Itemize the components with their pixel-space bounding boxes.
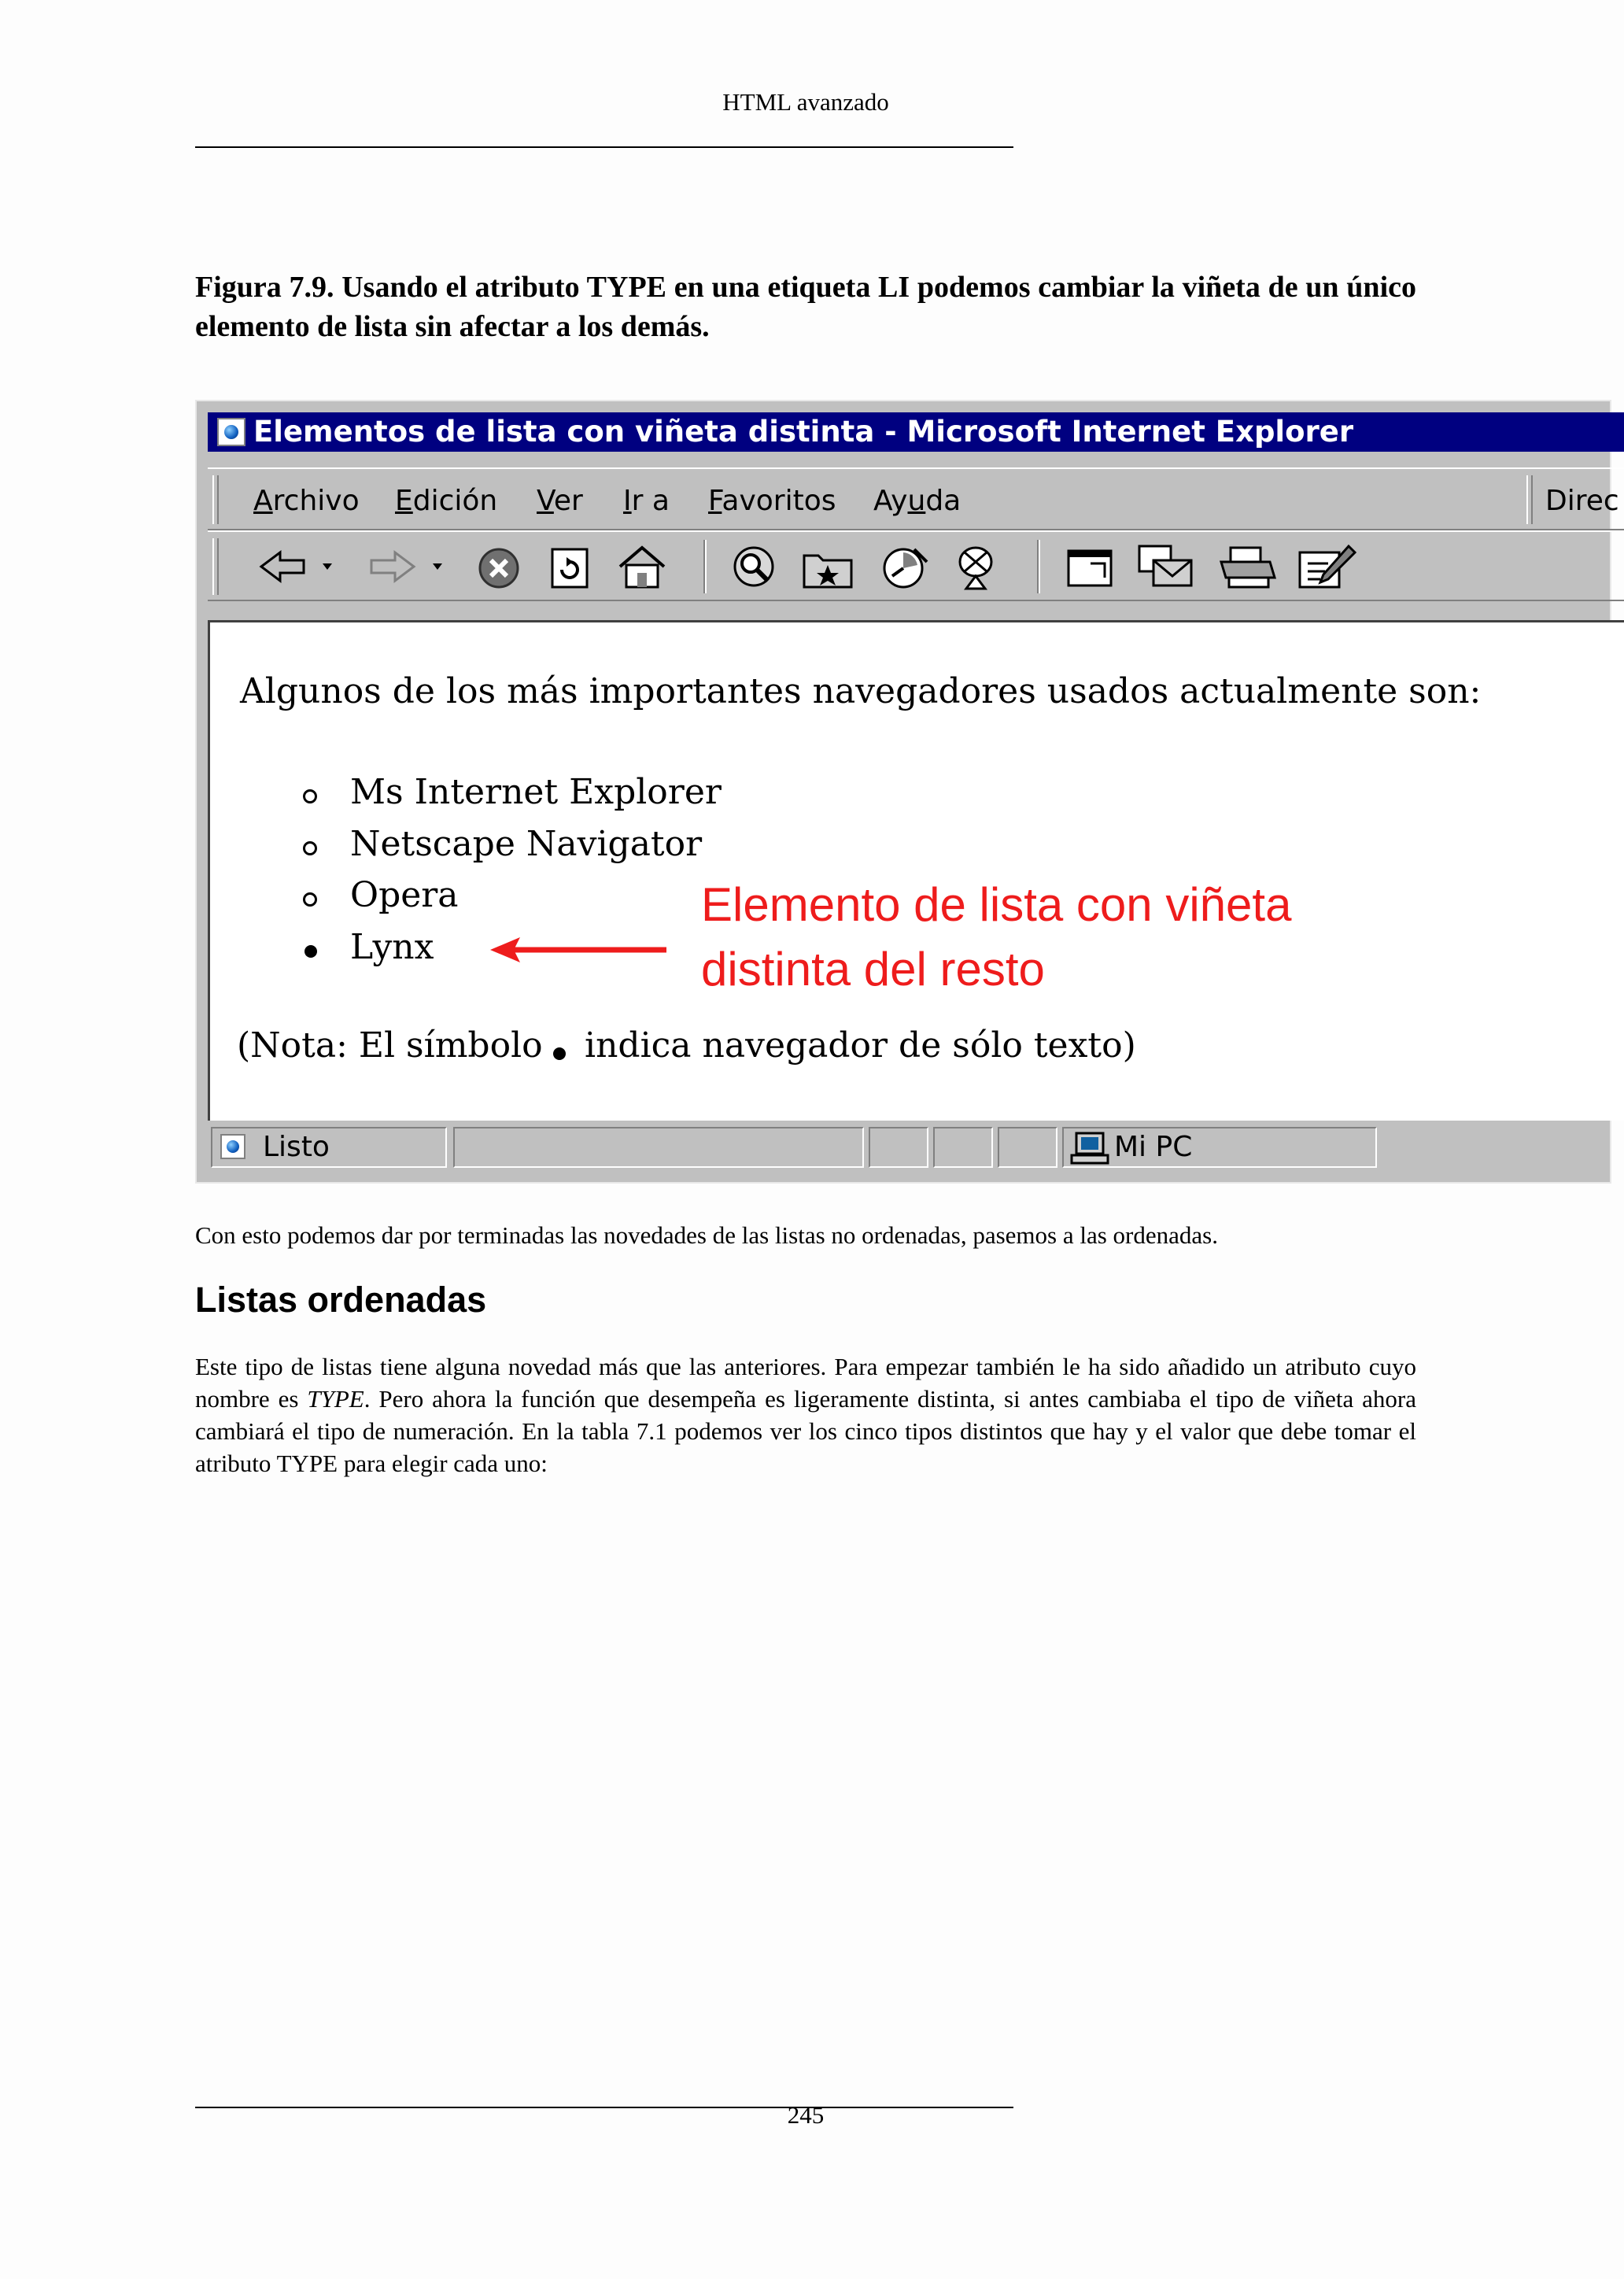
home-icon[interactable] — [615, 543, 670, 590]
header-rule — [195, 146, 1013, 148]
computer-icon — [1070, 1132, 1111, 1165]
list-item: Ms Internet Explorer — [350, 772, 722, 812]
back-icon[interactable] — [255, 543, 341, 590]
favorites-icon[interactable] — [801, 543, 856, 590]
edit-icon[interactable] — [1297, 543, 1360, 590]
toolbar-separator — [1037, 540, 1040, 593]
list-bullet-circle — [303, 789, 317, 803]
note-text-end: indica navegador de sólo texto) — [585, 1025, 1136, 1066]
status-ready-cell — [211, 1127, 447, 1168]
ie-logo-icon — [217, 418, 245, 446]
menu-ayuda[interactable]: Ayuda — [873, 485, 961, 517]
search-icon[interactable] — [727, 543, 782, 590]
mail-icon[interactable] — [1136, 543, 1199, 590]
list-item: Netscape Navigator — [350, 824, 703, 864]
list-bullet-disc — [304, 945, 317, 958]
list-item: Lynx — [350, 927, 434, 967]
toolbar-separator — [703, 540, 707, 593]
refresh-icon[interactable] — [543, 543, 598, 590]
menu-archivo[interactable]: Archivo — [253, 485, 360, 517]
annotation-line-1: Elemento de lista con viñeta — [701, 878, 1292, 931]
annotation-arrow-icon — [489, 934, 670, 966]
page-number: 245 — [787, 2101, 825, 2129]
status-cell — [869, 1127, 928, 1168]
forward-icon[interactable] — [365, 543, 452, 590]
browser-screenshot — [195, 400, 1619, 1184]
list-bullet-circle — [303, 841, 317, 855]
menu-ir-a[interactable]: Ir a — [623, 485, 670, 517]
annotation-line-2: distinta del resto — [701, 943, 1045, 995]
list-item: Opera — [350, 875, 459, 915]
menu-bar — [208, 467, 1624, 530]
note-bullet-disc — [553, 1047, 566, 1060]
menu-grip — [212, 475, 219, 524]
note-text-start: (Nota: El símbolo — [237, 1025, 543, 1066]
toolbar-grip — [212, 538, 219, 595]
menu-favoritos[interactable]: Favoritos — [708, 485, 836, 517]
standard-toolbar — [208, 530, 1624, 601]
status-cell — [933, 1127, 993, 1168]
print-icon[interactable] — [1216, 543, 1279, 590]
status-text: Listo — [263, 1131, 330, 1163]
stop-icon[interactable] — [472, 543, 527, 590]
intro-text: Algunos de los más importantes navegadores usados actualmente son: — [240, 671, 1482, 711]
list-bullet-circle — [303, 892, 317, 907]
page-icon — [220, 1134, 245, 1159]
browser-content — [208, 620, 1624, 1121]
channels-icon[interactable] — [950, 543, 1006, 590]
status-zone-cell — [1062, 1127, 1377, 1168]
address-label[interactable]: Direc — [1545, 485, 1619, 517]
menu-ver[interactable]: Ver — [537, 485, 583, 517]
status-cell — [998, 1127, 1057, 1168]
paragraph: Con esto podemos dar por terminadas las novedades de las listas no ordenadas, pasemos a las ordenadas. — [195, 1221, 1218, 1249]
history-icon[interactable] — [878, 543, 933, 590]
type-attribute-emphasis: TYPE — [307, 1385, 364, 1413]
window-titlebar — [208, 412, 1624, 452]
address-grip — [1526, 475, 1533, 524]
paragraph: Este tipo de listas tiene alguna novedad más que las anteriores. Para empezar también le ha sido añadido un atributo cuyo nombre es TYPE. Pero ahora la función que desempeña es ligeramente distinta, si antes cambiaba el tipo de viñeta ahora cambiará el tipo de numeración. En la tabla 7.1 podemos ver los cinco tipos distintos que hay y el valor que debe tomar el atributo TYPE para elegir cada uno: — [195, 1353, 1416, 1477]
zone-text: Mi PC — [1114, 1131, 1193, 1163]
section-heading: Listas ordenadas — [195, 1280, 487, 1320]
menu-edicion[interactable]: Edición — [395, 485, 498, 517]
figure-caption: Figura 7.9. Usando el atributo TYPE en una etiqueta LI podemos cambiar la viñeta de un único elemento de lista sin afectar a los demás. — [195, 271, 1416, 343]
running-header: HTML avanzado — [722, 88, 889, 116]
status-bar — [208, 1119, 1624, 1174]
status-progress-cell — [453, 1127, 864, 1168]
window-title: Elementos de lista con viñeta distinta - Microsoft Internet Explorer — [253, 415, 1354, 449]
red-annotation — [701, 873, 1291, 1002]
fullscreen-icon[interactable] — [1064, 543, 1119, 590]
